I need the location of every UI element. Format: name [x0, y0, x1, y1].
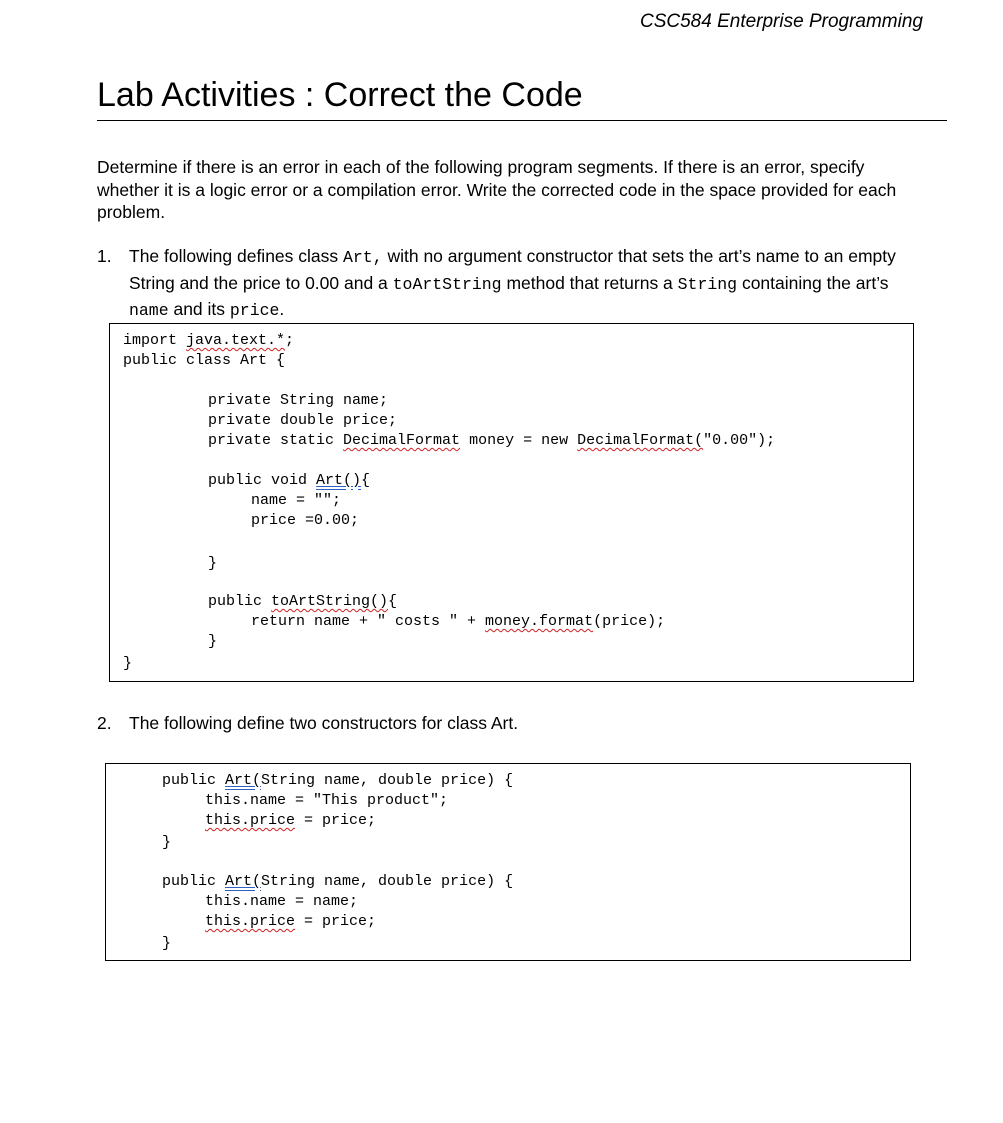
code-line: public class Art {: [123, 352, 286, 369]
code-term-string: String: [677, 274, 738, 294]
code-term-toartstring: toArtString: [392, 274, 502, 294]
code-line: public Art(String name, double price) {: [162, 873, 514, 890]
question-1-number: 1.: [97, 246, 112, 266]
code-line: private static DecimalFormat money = new DecimalFormat("0.00");: [208, 432, 776, 449]
code-term-art: Art,: [343, 248, 383, 267]
code-line: public Art(String name, double price) {: [162, 772, 514, 789]
code-line: }: [162, 834, 172, 851]
code-line: public void Art(){: [208, 472, 371, 489]
code-term-price: price: [229, 301, 280, 320]
code-line: }: [208, 633, 218, 650]
code-line: private String name;: [208, 392, 389, 409]
question-2-text: The following define two constructors for class Art.: [129, 713, 519, 733]
code-box-1: [109, 323, 914, 682]
code-line: this.name = "This product";: [205, 792, 449, 809]
code-line: this.name = name;: [205, 893, 359, 910]
code-line: import java.text.*;: [123, 332, 295, 349]
code-line: return name + " costs " + money.format(price);: [251, 613, 666, 630]
code-line: this.price = price;: [205, 812, 377, 829]
code-line: private double price;: [208, 412, 398, 429]
code-line: price =0.00;: [251, 512, 360, 529]
question-2-number: 2.: [97, 713, 112, 733]
code-term-name: name: [129, 301, 169, 320]
instructions-paragraph: Determine if there is an error in each of the following program segments. If there is an error, specify whether it is a logic error or a compilation error. Write the corrected code in the space provided for each problem.: [97, 157, 897, 222]
code-line: }: [123, 655, 133, 672]
code-line: }: [208, 555, 218, 572]
title-divider: [97, 120, 947, 121]
code-line: }: [162, 935, 172, 952]
question-2: [97, 711, 932, 736]
course-header: CSC584 Enterprise Programming: [639, 11, 923, 32]
question-1: [97, 244, 932, 324]
code-line: this.price = price;: [205, 913, 377, 930]
code-box-2: [105, 763, 911, 961]
page-title: Lab Activities : Correct the Code: [97, 76, 583, 114]
question-1-text: The following defines class Art, with no argument constructor that sets the art’s name to an empty String and the price to 0.00 and a toArtString method that returns a String containing the art’s name and its price.: [129, 246, 896, 320]
code-line: public toArtString(){: [208, 593, 398, 610]
code-line: name = "";: [251, 492, 342, 509]
